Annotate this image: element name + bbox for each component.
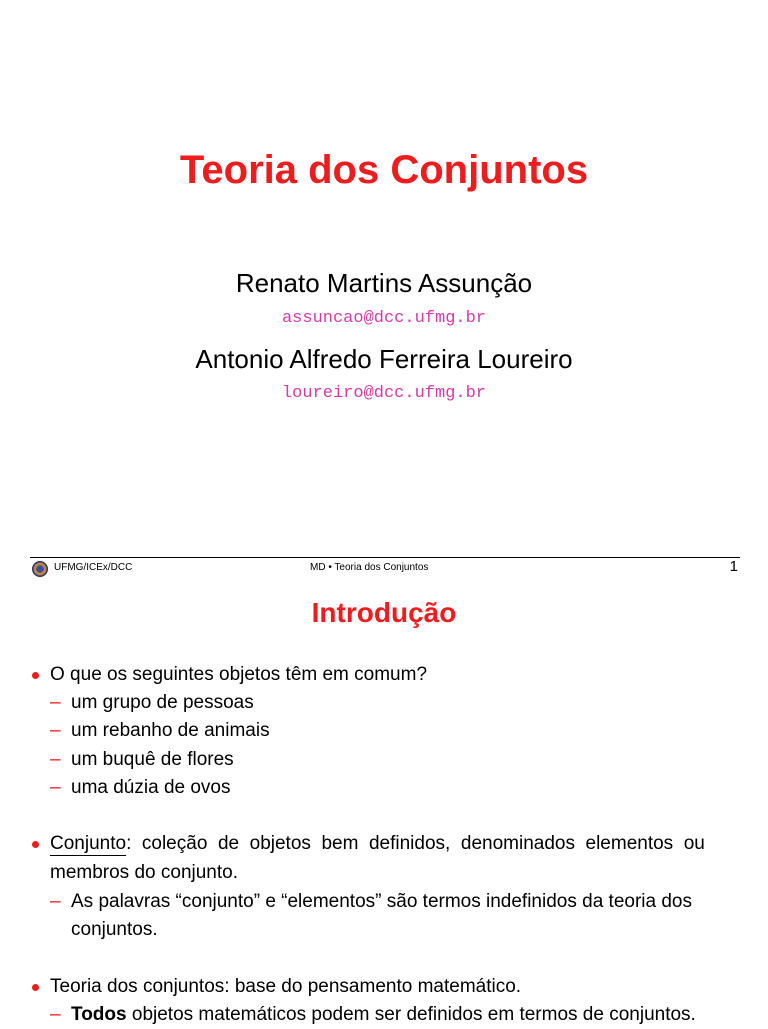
slide-title: Teoria dos Conjuntos bbox=[179, 148, 589, 192]
definition-term: Conjunto bbox=[50, 833, 127, 854]
ufmg-logo-icon bbox=[32, 561, 48, 577]
author-name-1: Renato Martins Assunção bbox=[235, 268, 533, 298]
dash-icon: – bbox=[50, 891, 61, 912]
bullet-icon bbox=[32, 672, 39, 679]
bullet-2-line-1 bbox=[50, 830, 740, 858]
footer-course: MD • Teoria dos Conjuntos bbox=[310, 562, 429, 573]
bullet-icon bbox=[32, 984, 39, 991]
page-number: 1 bbox=[729, 558, 738, 575]
author-email-1[interactable]: assuncao@dcc.ufmg.br bbox=[281, 309, 487, 328]
dash-icon: – bbox=[50, 692, 61, 713]
dash-icon: – bbox=[50, 777, 61, 798]
section-title: Introdução bbox=[311, 597, 457, 628]
author-email-2[interactable]: loureiro@dcc.ufmg.br bbox=[281, 384, 487, 403]
author-name-2: Antonio Alfredo Ferreira Loureiro bbox=[195, 344, 573, 374]
bullet-2-sub-line-1: As palavras “conjunto” e “elementos” são termos indefinidos da teoria dos bbox=[71, 891, 692, 912]
sub-item-1: um grupo de pessoas bbox=[71, 692, 254, 713]
sub-item-3: um buquê de flores bbox=[71, 749, 234, 770]
bullet-2-sub-line-2: conjuntos. bbox=[71, 919, 158, 940]
footer-rule bbox=[30, 557, 740, 558]
bullet-3-sub-rest: objetos matemáticos podem ser definidos em termos de conjuntos. bbox=[126, 1004, 696, 1025]
bullet-icon bbox=[32, 841, 39, 848]
emphasis-word: Todos bbox=[71, 1004, 127, 1025]
dash-icon: – bbox=[50, 749, 61, 770]
bullet-3-sub-line bbox=[71, 1001, 696, 1029]
dash-icon: – bbox=[50, 1004, 61, 1025]
bullet-2-line-1-rest: : coleção de objetos bem definidos, denominados elementos ou bbox=[126, 833, 705, 854]
bullet-3-text: Teoria dos conjuntos: base do pensamento matemático. bbox=[50, 976, 522, 997]
bullet-2-line-2: membros do conjunto. bbox=[50, 862, 238, 883]
dash-icon: – bbox=[50, 720, 61, 741]
bullet-1-text: O que os seguintes objetos têm em comum? bbox=[50, 664, 428, 685]
sub-item-4: uma dúzia de ovos bbox=[71, 777, 231, 798]
footer-institution: UFMG/ICEx/DCC bbox=[54, 562, 133, 573]
sub-item-2: um rebanho de animais bbox=[71, 720, 270, 741]
